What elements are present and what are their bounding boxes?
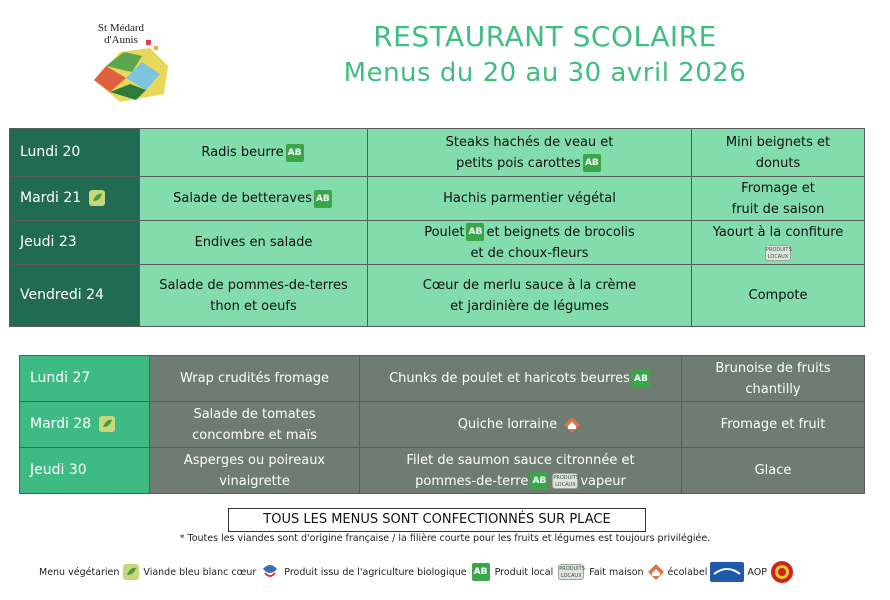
legend-organic-label: Produit issu de l'agriculture biologique bbox=[284, 566, 467, 578]
dish-label: vapeur bbox=[580, 473, 626, 489]
bleu-blanc-coeur-icon bbox=[259, 563, 281, 581]
dish-label: Quiche lorraine bbox=[457, 417, 558, 432]
main-cell bbox=[360, 356, 682, 402]
main-cell bbox=[368, 221, 692, 265]
legend-aop-label: AOP bbox=[747, 566, 767, 578]
table-row bbox=[10, 221, 865, 265]
footnote: * Toutes les viandes sont d'origine française / la filière courte pour les fruits et légumes est toujours privilégiée. bbox=[179, 533, 711, 544]
starter-cell bbox=[150, 448, 360, 494]
dish-label: fruit de saison bbox=[731, 201, 825, 217]
starter-cell bbox=[140, 177, 368, 221]
menu-table-week2 bbox=[19, 355, 865, 494]
dish-label: Glace bbox=[754, 463, 792, 478]
table-row bbox=[20, 448, 865, 494]
day-cell: Jeudi 30 bbox=[20, 448, 150, 494]
legend-vegetarian-label: Menu végétarien bbox=[39, 566, 120, 578]
dish-label: Salade de tomates bbox=[193, 406, 316, 422]
local-product-icon: PRODUITS LOCAUX bbox=[559, 566, 585, 579]
starter-cell bbox=[140, 265, 368, 327]
organic-ab-icon: AB bbox=[583, 154, 601, 172]
dessert-cell bbox=[692, 221, 865, 265]
organic-ab-icon: AB bbox=[286, 144, 304, 162]
table-row bbox=[10, 265, 865, 327]
dessert-cell bbox=[682, 356, 865, 402]
table-row bbox=[10, 129, 865, 177]
dish-label: Radis beurre bbox=[201, 145, 284, 160]
legend-ecolabel-label: écolabel bbox=[667, 566, 708, 578]
dessert-cell bbox=[692, 177, 865, 221]
main-cell bbox=[360, 402, 682, 448]
legend-homemade-label: Fait maison bbox=[589, 566, 644, 578]
dish-label: vinaigrette bbox=[219, 473, 290, 489]
organic-ab-icon: AB bbox=[314, 190, 332, 208]
dish-label: Salade de betteraves bbox=[173, 191, 312, 206]
day-label: Mardi 28 bbox=[30, 416, 92, 432]
dish-label: Yaourt à la confiture bbox=[712, 224, 844, 240]
local-product-icon: PRODUITS LOCAUX bbox=[553, 475, 579, 488]
on-site-notice: TOUS LES MENUS SONT CONFECTIONNÉS SUR PLACE bbox=[228, 508, 646, 532]
local-product-icon: PRODUITS LOCAUX bbox=[766, 247, 792, 260]
day-cell: Vendredi 24 bbox=[10, 265, 140, 327]
main-cell bbox=[360, 448, 682, 494]
dessert-cell bbox=[692, 265, 865, 327]
vegetarian-icon bbox=[98, 415, 116, 433]
dish-label: Fromage et fruit bbox=[720, 417, 826, 432]
homemade-icon bbox=[647, 563, 665, 581]
starter-cell bbox=[150, 356, 360, 402]
dish-label: Mini beignets et bbox=[725, 134, 831, 150]
dish-label: Brunoise de fruits bbox=[715, 360, 831, 376]
town-logo bbox=[80, 22, 176, 106]
dish-label: pommes-de-terre bbox=[415, 473, 529, 489]
dish-label: Asperges ou poireaux bbox=[183, 452, 326, 468]
day-cell: Lundi 20 bbox=[10, 129, 140, 177]
main-cell bbox=[368, 129, 692, 177]
table-row bbox=[10, 177, 865, 221]
day-cell: Lundi 27 bbox=[20, 356, 150, 402]
dish-label: Filet de saumon sauce citronnée et bbox=[406, 452, 635, 468]
dish-label: et beignets de brocolis bbox=[486, 224, 635, 240]
main-cell bbox=[368, 177, 692, 221]
legend-local-label: Produit local bbox=[494, 566, 554, 578]
main-cell bbox=[368, 265, 692, 327]
legend-bleu-blanc-coeur-label: Viande bleu blanc cœur bbox=[143, 566, 257, 578]
vegetarian-icon bbox=[122, 563, 140, 581]
dish-label: Compote bbox=[748, 288, 808, 303]
day-cell: Jeudi 23 bbox=[10, 221, 140, 265]
dish-label: Salade de pommes-de-terres bbox=[159, 277, 348, 293]
dish-label: Wrap crudités fromage bbox=[179, 371, 330, 386]
logo-line-2: d'Aunis bbox=[104, 34, 138, 46]
page-title: RESTAURANT SCOLAIRE bbox=[373, 20, 717, 53]
dish-label: et jardinière de légumes bbox=[450, 298, 609, 314]
dish-label: donuts bbox=[755, 155, 801, 171]
day-cell bbox=[20, 402, 150, 448]
dish-label: thon et oeufs bbox=[210, 298, 297, 314]
organic-ab-icon: AB bbox=[466, 223, 484, 241]
dish-label: et de choux-fleurs bbox=[470, 245, 589, 261]
table-row bbox=[20, 402, 865, 448]
dish-label: chantilly bbox=[745, 381, 801, 397]
logo-text bbox=[86, 22, 156, 46]
dish-label: Steaks hachés de veau et bbox=[445, 134, 614, 150]
dessert-cell bbox=[682, 402, 865, 448]
dish-label: petits pois carottes bbox=[456, 155, 581, 171]
dish-label: Endives en salade bbox=[194, 235, 313, 250]
table-row bbox=[20, 356, 865, 402]
dessert-cell bbox=[692, 129, 865, 177]
starter-cell bbox=[150, 402, 360, 448]
menu-table-week1 bbox=[9, 128, 865, 327]
ecolabel-icon bbox=[710, 562, 744, 582]
day-cell bbox=[10, 177, 140, 221]
dessert-cell bbox=[682, 448, 865, 494]
dish-label: concombre et maïs bbox=[192, 427, 317, 443]
day-label: Mardi 21 bbox=[20, 190, 82, 206]
homemade-icon bbox=[563, 416, 581, 434]
starter-cell bbox=[140, 221, 368, 265]
page-subtitle: Menus du 20 au 30 avril 2026 bbox=[343, 58, 747, 88]
dish-label: Hachis parmentier végétal bbox=[443, 191, 616, 206]
dish-label: Chunks de poulet et haricots beurres bbox=[389, 371, 630, 386]
organic-ab-icon: AB bbox=[472, 563, 490, 581]
logo-line-1: St Médard bbox=[97, 22, 145, 34]
starter-cell bbox=[140, 129, 368, 177]
organic-ab-icon: AB bbox=[530, 472, 548, 490]
organic-ab-icon: AB bbox=[632, 370, 650, 388]
dish-label: Fromage et bbox=[741, 180, 815, 196]
vegetarian-icon bbox=[88, 189, 106, 207]
dish-label: Cœur de merlu sauce à la crème bbox=[422, 277, 637, 293]
aop-seal-icon bbox=[770, 560, 794, 584]
dish-label: Poulet bbox=[424, 224, 465, 240]
legend bbox=[36, 552, 856, 592]
